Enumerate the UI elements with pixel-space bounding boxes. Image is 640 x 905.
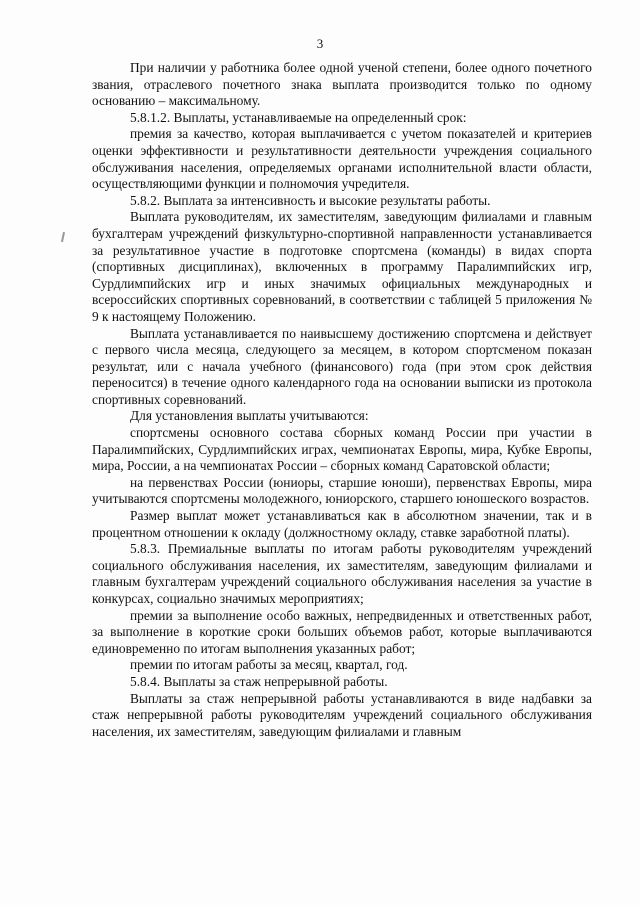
margin-pen-mark [61,232,65,242]
paragraph: премии за выполнение особо важных, непредвиденных и ответственных работ, за выполнение в короткие сроки больших объемов работ, которые выплачиваются единовременно по итогам выполнения указанных работ; [92,607,592,656]
paragraph: Выплата руководителям, их заместителям, заведующим филиалами и главным бухгалтерам учреждений физкультурно-спортивной направленности устанавливается за результативное участие в подготовке спортсмена (команды) в видах спорта (спортивных дисциплинах), включенных в программу Паралимпийских игр, Сурдлимпийских игр и иных значимых официальных международных и всероссийских спортивных соревнований, в соответствии с таблицей 5 приложения № 9 к настоящему Положению. [92,209,592,324]
paragraph: Выплаты за стаж непрерывной работы устанавливаются в виде надбавки за стаж непрерывной работы руководителям учреждений социального обслуживания населения, их заместителям, заведующим филиалами и главным [92,690,592,739]
section-heading: 5.8.1.2. Выплаты, устанавливаемые на определенный срок: [130,109,467,125]
paragraph: Выплата устанавливается по наивысшему достижению спортсмена и действует с первого числа месяца, следующего за месяцем, в котором спортсменом показан результат, или с начала учебного (финансового) года (при этом срок действия переносится) в течение одного календарного года на основании выписки из протокола спортивных соревнований. [92,325,592,407]
section-heading: 5.8.4. Выплаты за стаж непрерывной работы. [130,673,388,689]
paragraph: Размер выплат может устанавливаться как в абсолютном значении, так и в процентном отношении к окладу (должностному окладу, ставке заработной платы). [92,508,592,540]
page-number: 3 [316,36,324,51]
paragraph: При наличии у работника более одной ученой степени, более одного почетного звания, отраслевого почетного знака выплата производится только по одному основанию – максимальному. [92,60,592,109]
paragraph: Для установления выплаты учитываются: [130,408,369,424]
paragraph: на первенствах России (юниоры, старшие юноши), первенствах Европы, мира учитываются спортсмены молодежного, юниорского, старшего юношеского возрастов. [92,474,592,507]
paragraph: спортсмены основного состава сборных команд России при участии в Паралимпийских, Сурдлимпийских играх, чемпионатах Европы, мира, Кубке Европы, мира, России, а на чемпионатах России – сборных команд Саратовской области; [92,425,592,474]
paragraph: премия за качество, которая выплачивается с учетом показателей и критериев оценки эффективности и результативности деятельности учреждения социального обслуживания населения, определяемых органами исполнительной власти области, осуществляющими функции и полномочия учредителя. [92,126,592,192]
paragraph: премии по итогам работы за месяц, квартал, год. [130,657,408,673]
document-body [92,60,592,740]
section-heading: 5.8.3. Премиальные выплаты по итогам работы руководителям учреждений социального обслуживания населения, их заместителям, заведующим филиалами и главным бухгалтерам учреждений социального обслуживания населения за участие в конкурсах, социально значимых мероприятиях; [92,541,592,606]
section-heading: 5.8.2. Выплата за интенсивность и высокие результаты работы. [130,192,491,208]
